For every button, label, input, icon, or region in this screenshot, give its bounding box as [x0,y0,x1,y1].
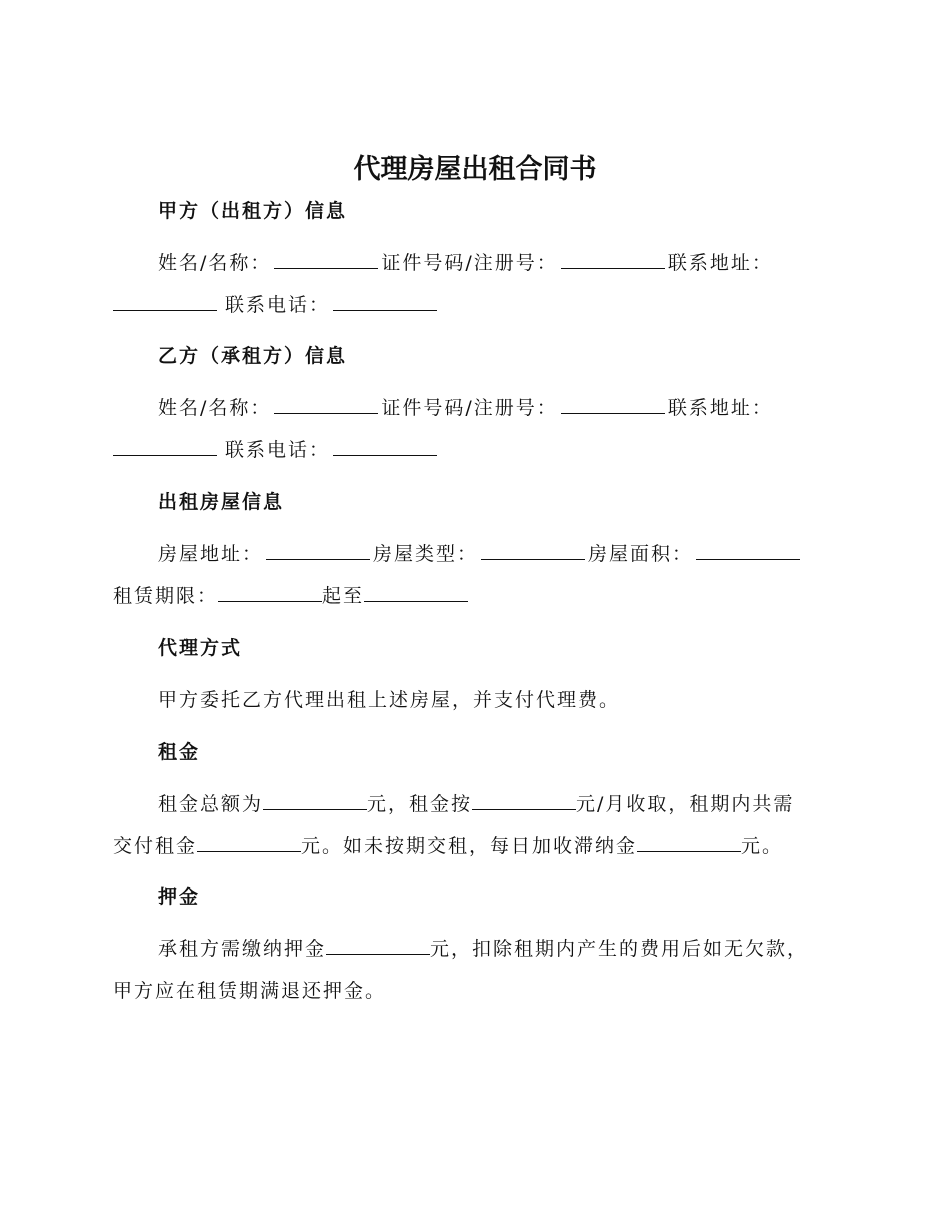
lease-start-blank[interactable] [218,583,322,602]
agency-heading: 代理方式 [158,637,243,659]
party-a-address-label: 联系地址： [667,252,773,274]
deposit-line-1 [158,934,808,964]
party-b-name-label: 姓名/名称： [158,397,272,419]
party-a-name-label: 姓名/名称： [158,252,272,274]
rent-heading: 租金 [158,741,201,763]
party-b-address-blank[interactable] [113,437,217,456]
rent-total-label: 租金总额为 [158,793,264,815]
party-a-line-1 [158,248,773,278]
party-a-id-blank[interactable] [561,250,665,269]
late-fee-unit: 元。 [741,835,784,857]
rent-total-blank[interactable] [263,791,367,810]
late-fee-blank[interactable] [637,833,741,852]
property-line-1 [158,539,803,569]
party-a-phone-blank[interactable] [333,292,437,311]
rent-line-1 [158,789,794,819]
party-b-address-label: 联系地址： [667,397,773,419]
party-a-heading: 甲方（出租方）信息 [158,200,348,222]
party-b-phone-label: 联系电话： [225,439,331,461]
property-area-label: 房屋面积： [588,543,694,565]
rent-collection-text: 元/月收取，租期内共需 [576,793,795,815]
rent-line-2 [113,831,783,861]
lease-term-connector: 起至 [322,585,365,607]
lease-end-blank[interactable] [364,583,468,602]
property-address-blank[interactable] [266,541,370,560]
deposit-deduction-text: 元，扣除租期内产生的费用后如无欠款， [430,938,809,960]
party-a-phone-label: 联系电话： [225,294,331,316]
document-title: 代理房屋出租合同书 [353,154,597,185]
party-b-phone-blank[interactable] [333,437,437,456]
party-a-name-blank[interactable] [274,250,378,269]
property-line-2 [113,581,468,611]
property-area-blank[interactable] [696,541,800,560]
deposit-line-2: 甲方应在租赁期满退还押金。 [113,980,387,1002]
party-a-address-blank[interactable] [113,292,217,311]
rent-monthly-blank[interactable] [472,791,576,810]
rent-rate-label: 元，租金按 [367,793,473,815]
party-b-line-2 [113,435,440,465]
party-b-name-blank[interactable] [274,395,378,414]
rent-payable-label: 交付租金 [113,835,198,857]
party-b-line-1 [158,393,773,423]
rent-payable-blank[interactable] [197,833,301,852]
deposit-heading: 押金 [158,886,201,908]
late-fee-label: 元。如未按期交租，每日加收滞纳金 [301,835,638,857]
party-a-line-2 [113,290,440,320]
property-type-blank[interactable] [481,541,585,560]
deposit-label: 承租方需缴纳押金 [158,938,327,960]
party-b-id-blank[interactable] [561,395,665,414]
party-b-heading: 乙方（承租方）信息 [158,345,348,367]
property-type-label: 房屋类型： [373,543,479,565]
agency-text: 甲方委托乙方代理出租上述房屋，并支付代理费。 [158,689,621,711]
party-b-id-label: 证件号码/注册号： [381,397,558,419]
lease-term-label: 租赁期限： [113,585,219,607]
party-a-id-label: 证件号码/注册号： [381,252,558,274]
deposit-blank[interactable] [326,936,430,955]
property-address-label: 房屋地址： [158,543,264,565]
property-heading: 出租房屋信息 [158,491,285,513]
